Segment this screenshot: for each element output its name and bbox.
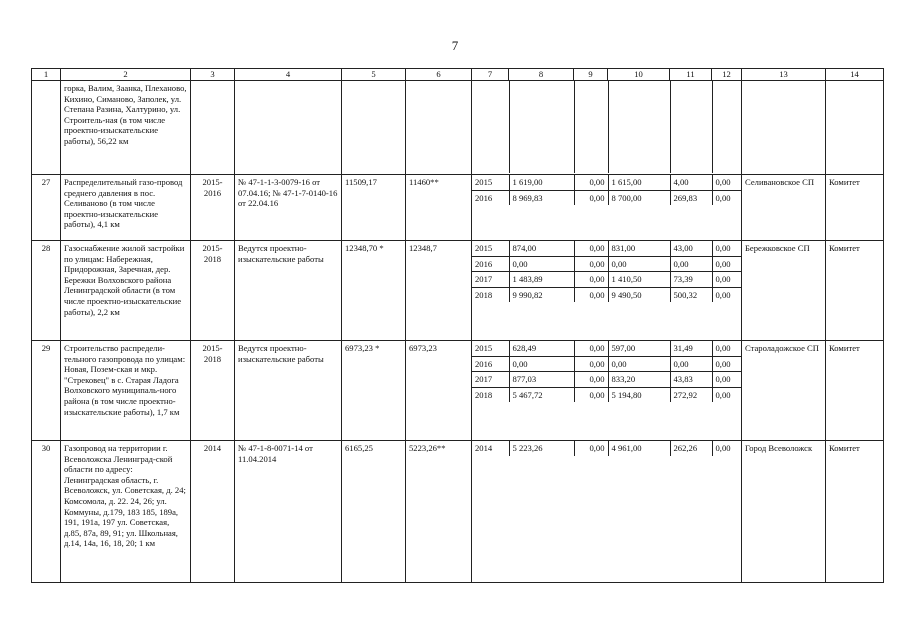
year-cell: 2017 (472, 372, 509, 388)
financing-year-row (472, 175, 742, 190)
header-cell: 4 (235, 69, 342, 81)
financing-year-row (472, 256, 742, 272)
financing-table (472, 341, 742, 402)
year-cell: 2018 (475, 289, 493, 300)
financing-year-row (472, 287, 742, 302)
table-row (32, 341, 884, 441)
executor-cell: Комитет (826, 241, 884, 341)
other-cell: 0,00 (712, 341, 742, 356)
federal-cell: 0,00 (574, 175, 608, 190)
federal-cell: 0,00 (574, 256, 608, 272)
header-cell: 1 (32, 69, 61, 81)
local-cell: 43,00 (670, 241, 712, 256)
period-cell: 2015-2018 (191, 241, 235, 341)
document-cell: Ведутся проектно-изыскательские работы (235, 241, 342, 341)
other-cell: 0,00 (712, 387, 742, 402)
table-row (32, 175, 884, 241)
financing-cell (472, 341, 742, 441)
financing-year-row (472, 241, 742, 256)
year-cell: 2015 (472, 241, 509, 256)
financing-cell (472, 175, 742, 241)
year-cell: 2016 (472, 256, 509, 272)
local-cell: 0,00 (670, 356, 712, 372)
financing-year-row (472, 81, 742, 173)
municipality-cell: Бережковское СП (742, 241, 826, 341)
financing-year-row (472, 356, 742, 372)
year-cell: 2016 (475, 192, 493, 203)
year-cell: 2016 (472, 356, 509, 372)
total-cell: 874,00 (509, 241, 574, 256)
other-cell: 0,00 (712, 190, 742, 205)
total-cell: 0,00 (509, 256, 574, 272)
financing-year-row (472, 341, 742, 356)
local-cell (670, 81, 712, 173)
document-cell: Ведутся проектно-изыскательские работы (235, 341, 342, 441)
object-name-cell: Газопровод на территории г. Всеволожска Ленинград-ской области по адресу: Ленинградская область, г. Всеволожск, ул. Советская, д. 24; Комсомола, д. 22. 24, 26; ул. Коммуны, д.179, 183 185, 189а, 191, 191а, 197 ул. Советская, д.85, 87а, 89, 91; ул. Школьная, д.14, 14а, 16, 18, 20; 1 км (61, 441, 191, 583)
total-cell: 877,03 (509, 372, 574, 388)
header-cell: 13 (742, 69, 826, 81)
regional-cell: 0,00 (608, 256, 670, 272)
local-cell: 272,92 (670, 387, 712, 402)
object-name-cell: Строительство распредели-тельного газопровода по улицам: Новая, Позем-ская и мкр. "Стрековец" в с. Старая Ладога Волховского муниципаль-ного района (в том числе проектно-изыскательские работы), 1,7 км (61, 341, 191, 441)
municipality-cell: Город Всеволожск (742, 441, 826, 583)
other-cell: 0,00 (712, 241, 742, 256)
table-row (32, 241, 884, 341)
regional-cell: 0,00 (608, 356, 670, 372)
local-cell: 262,26 (670, 441, 712, 456)
year-cell: 2015 (472, 175, 509, 190)
regional-cell: 1 410,50 (608, 272, 670, 288)
total-cell: 1 619,00 (509, 175, 574, 190)
federal-cell: 0,00 (574, 241, 608, 256)
other-cell: 0,00 (712, 256, 742, 272)
header-cell: 9 (574, 69, 608, 81)
contract-cost-cell: 5223,26** (406, 441, 472, 583)
header-cell: 8 (509, 69, 574, 81)
financing-cell (472, 241, 742, 341)
header-cell: 11 (670, 69, 712, 81)
municipality-cell: Староладожское СП (742, 341, 826, 441)
other-cell: 0,00 (712, 287, 742, 302)
total-cell: 5 467,72 (509, 387, 574, 402)
year-cell: 2014 (475, 443, 493, 453)
period-cell: 2015-2016 (191, 175, 235, 241)
regional-cell: 831,00 (608, 241, 670, 256)
estimated-cost-cell: 6973,23 * (342, 341, 406, 441)
total-cell: 5 223,26 (509, 441, 574, 456)
regional-cell: 1 615,00 (608, 175, 670, 190)
other-cell: 0,00 (712, 356, 742, 372)
table-row (32, 441, 884, 583)
header-cell: 6 (406, 69, 472, 81)
federal-cell: 0,00 (574, 387, 608, 402)
regional-cell: 597,00 (608, 341, 670, 356)
header-row (32, 69, 884, 81)
executor-cell: Комитет (826, 341, 884, 441)
row-number-cell: 30 (32, 441, 61, 583)
total-cell: 9 990,82 (509, 287, 574, 302)
local-cell: 73,39 (670, 272, 712, 288)
federal-cell: 0,00 (574, 190, 608, 205)
financing-year-row (472, 387, 742, 402)
year-cell (472, 81, 509, 173)
municipality-cell (742, 81, 826, 175)
regional-cell: 833,20 (608, 372, 670, 388)
period-cell: 2015-2018 (191, 341, 235, 441)
row-number-cell: 27 (32, 175, 61, 241)
financing-table (472, 241, 742, 302)
contract-cost-cell: 12348,7 (406, 241, 472, 341)
document-cell (235, 81, 342, 175)
header-cell: 5 (342, 69, 406, 81)
other-cell: 0,00 (712, 272, 742, 288)
financing-cell (472, 81, 742, 175)
regional-cell: 8 700,00 (608, 190, 670, 205)
object-name-cell: горка, Валим, Заанка, Плеханово, Кихино, Симаново, Заполек, ул. Степана Разина, Халтурино, ул. Строитель-ная (в том числе проектно-изыскательские работы), 56,22 км (61, 81, 191, 175)
row-number-cell: 29 (32, 341, 61, 441)
year-cell: 2018 (475, 389, 493, 400)
contract-cost-cell (406, 81, 472, 175)
estimated-cost-cell: 12348,70 * (342, 241, 406, 341)
executor-cell: Комитет (826, 175, 884, 241)
object-name-cell: Газоснабжение жилой застройки по улицам: Набережная, Придорожная, Заречная, дер. Бережки Волховского района Ленинградской области (в том числе проектно-изыскательские работы), 2,2 км (61, 241, 191, 341)
federal-cell: 0,00 (574, 272, 608, 288)
year-cell: 2017 (472, 272, 509, 288)
row-number-cell: 28 (32, 241, 61, 341)
period-cell: 2014 (191, 441, 235, 583)
regional-cell: 4 961,00 (608, 441, 670, 456)
document-cell: № 47-1-1-3-0079-16 от 07.04.16; № 47-1-7-0140-16 от 22.04.16 (235, 175, 342, 241)
financing-cell (472, 441, 742, 583)
header-cell: 12 (712, 69, 742, 81)
other-cell (712, 81, 742, 173)
total-cell (509, 81, 574, 173)
federal-cell: 0,00 (574, 356, 608, 372)
table-row (32, 81, 884, 175)
page-number: 7 (451, 38, 459, 53)
federal-cell: 0,00 (574, 341, 608, 356)
local-cell: 4,00 (670, 175, 712, 190)
contract-cost-cell: 6973,23 (406, 341, 472, 441)
total-cell: 1 483,89 (509, 272, 574, 288)
federal-cell: 0,00 (574, 372, 608, 388)
financing-table (472, 175, 742, 205)
other-cell: 0,00 (712, 372, 742, 388)
contract-cost-cell: 11460** (406, 175, 472, 241)
total-cell: 628,49 (509, 341, 574, 356)
estimated-cost-cell: 6165,25 (342, 441, 406, 583)
regional-cell: 9 490,50 (608, 287, 670, 302)
estimated-cost-cell: 11509,17 (342, 175, 406, 241)
total-cell: 8 969,83 (509, 190, 574, 205)
local-cell: 0,00 (670, 256, 712, 272)
financing-table (472, 441, 742, 456)
object-name-cell: Распределительный газо-провод среднего давления в пос. Селиваново (в том числе проектно-изыскательские работы), 4,1 км (61, 175, 191, 241)
financing-year-row (472, 190, 742, 205)
header-cell: 7 (472, 69, 509, 81)
row-number-cell (32, 81, 61, 175)
local-cell: 31,49 (670, 341, 712, 356)
document-cell: № 47-1-8-0071-14 от 11.04.2014 (235, 441, 342, 583)
municipality-cell: Селивановское СП (742, 175, 826, 241)
estimated-cost-cell (342, 81, 406, 175)
header-cell: 2 (61, 69, 191, 81)
header-cell: 10 (608, 69, 670, 81)
executor-cell: Комитет (826, 441, 884, 583)
regional-cell: 5 194,80 (608, 387, 670, 402)
regional-cell (608, 81, 670, 173)
header-cell: 3 (191, 69, 235, 81)
local-cell: 500,32 (670, 287, 712, 302)
federal-cell: 0,00 (574, 441, 608, 456)
financing-table (472, 81, 742, 173)
total-cell: 0,00 (509, 356, 574, 372)
financing-year-row (472, 372, 742, 388)
other-cell: 0,00 (712, 175, 742, 190)
year-cell: 2015 (472, 341, 509, 356)
federal-cell: 0,00 (574, 287, 608, 302)
local-cell: 269,83 (670, 190, 712, 205)
executor-cell (826, 81, 884, 175)
financing-year-row (472, 441, 742, 456)
federal-cell (574, 81, 608, 173)
financing-year-row (472, 272, 742, 288)
other-cell: 0,00 (712, 441, 742, 456)
period-cell (191, 81, 235, 175)
local-cell: 43,83 (670, 372, 712, 388)
header-cell: 14 (826, 69, 884, 81)
program-table (31, 68, 884, 583)
